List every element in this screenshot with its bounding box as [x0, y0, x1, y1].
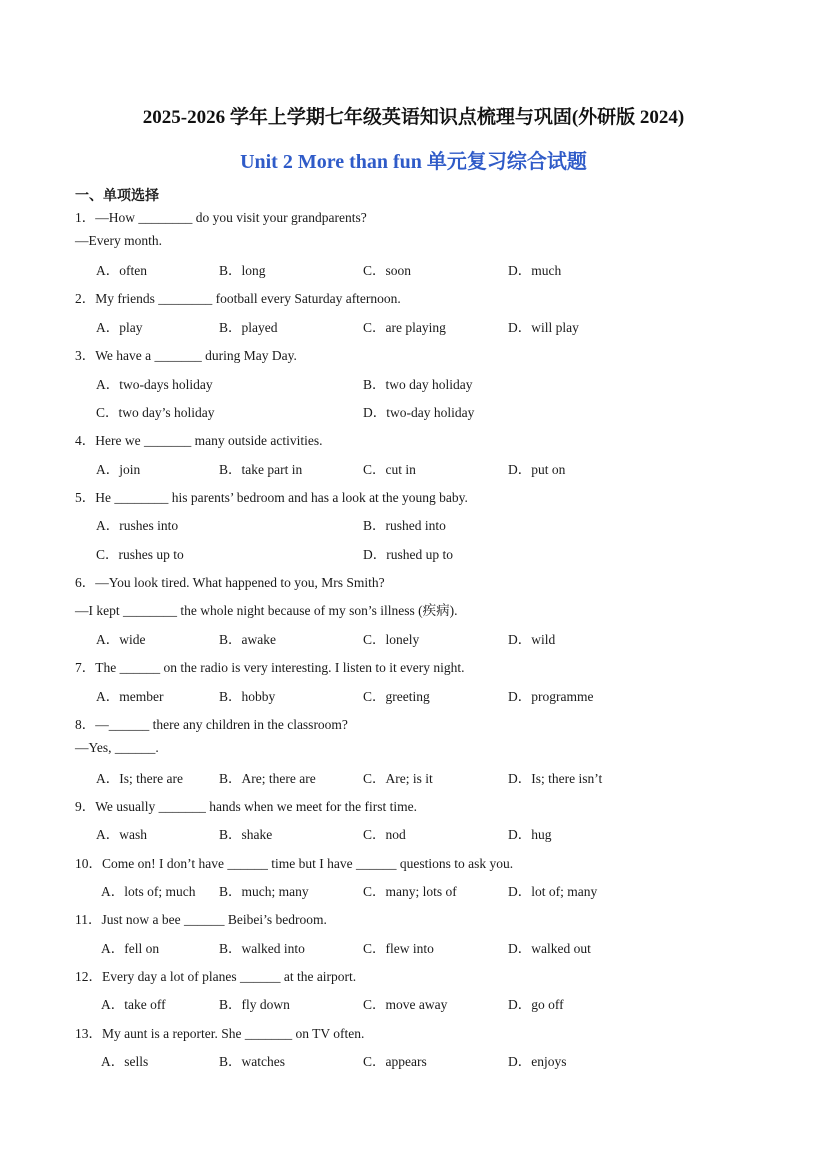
answer-option-a: A．two-days holiday [96, 377, 213, 392]
answer-option-b: B．walked into [219, 941, 305, 956]
answer-option-c: C．two day’s holiday [96, 405, 215, 420]
answer-option-b: B．played [219, 320, 278, 335]
question-stem: 9．We usually _______ hands when we meet for the first time. [75, 799, 417, 814]
answer-option-a: A．take off [101, 997, 166, 1012]
question-stem: 8．—______ there any children in the classroom? [75, 717, 348, 732]
answer-option-c: C．many; lots of [363, 884, 457, 899]
answer-option-c: C．appears [363, 1054, 427, 1069]
answer-option-b: B．watches [219, 1054, 285, 1069]
answer-option-d: D．lot of; many [508, 884, 598, 899]
answer-option-c: C．move away [363, 997, 448, 1012]
question-stem: 10．Come on! I don’t have ______ time but I have ______ questions to ask you. [75, 856, 514, 871]
answer-option-b: B．much; many [219, 884, 309, 899]
question-stem: 1．—How ________ do you visit your grandparents? [75, 210, 367, 225]
answer-option-c: C．are playing [363, 320, 446, 335]
question-dialogue-line: —I kept ________ the whole night because of my son’s illness (疾病). [75, 603, 458, 618]
answer-option-c: C．nod [363, 827, 406, 842]
answer-option-a: A．play [96, 320, 143, 335]
answer-option-a: A．member [96, 689, 164, 704]
question-stem: 4．Here we _______ many outside activities. [75, 433, 323, 448]
question-dialogue-line: —Every month. [75, 233, 162, 248]
answer-option-a: A．often [96, 263, 147, 278]
answer-option-a: A．rushes into [96, 518, 179, 533]
answer-option-d: D．will play [508, 320, 579, 335]
answer-option-a: A．Is; there are [96, 771, 183, 786]
answer-option-b: B．two day holiday [363, 377, 473, 392]
answer-option-d: D．programme [508, 689, 594, 704]
answer-option-d: D．go off [508, 997, 564, 1012]
answer-option-c: C．rushes up to [96, 547, 184, 562]
question-stem: 2．My friends ________ football every Saturday afternoon. [75, 291, 401, 306]
answer-option-b: B．rushed into [363, 518, 446, 533]
question-stem: 11．Just now a bee ______ Beibei’s bedroom. [75, 912, 327, 927]
answer-option-c: C．Are; is it [363, 771, 433, 786]
unit-subtitle: Unit 2 More than fun 单元复习综合试题 [240, 151, 587, 173]
answer-option-d: D．rushed up to [363, 547, 453, 562]
answer-option-d: D．enjoys [508, 1054, 567, 1069]
answer-option-c: C．lonely [363, 632, 420, 647]
answer-option-b: B．awake [219, 632, 276, 647]
question-stem: 12．Every day a lot of planes ______ at the airport. [75, 969, 357, 984]
answer-option-a: A．lots of; much [101, 884, 196, 899]
answer-option-b: B．fly down [219, 997, 290, 1012]
answer-option-a: A．wash [96, 827, 147, 842]
question-stem: 7．The ______ on the radio is very interesting. I listen to it every night. [75, 660, 465, 675]
question-stem: 5．He ________ his parents’ bedroom and has a look at the young baby. [75, 490, 468, 505]
answer-option-a: A．sells [101, 1054, 149, 1069]
question-dialogue-line: —Yes, ______. [75, 740, 159, 755]
question-stem: 3．We have a _______ during May Day. [75, 348, 297, 363]
answer-option-b: B．take part in [219, 462, 303, 477]
answer-option-d: D．wild [508, 632, 556, 647]
question-stem: 13．My aunt is a reporter. She _______ on TV often. [75, 1026, 365, 1041]
answer-option-d: D．put on [508, 462, 566, 477]
answer-option-c: C．cut in [363, 462, 416, 477]
answer-option-a: A．fell on [101, 941, 160, 956]
answer-option-d: D．much [508, 263, 562, 278]
answer-option-c: C．soon [363, 263, 412, 278]
answer-option-b: B．shake [219, 827, 273, 842]
answer-option-a: A．wide [96, 632, 146, 647]
answer-option-b: B．hobby [219, 689, 276, 704]
document-title: 2025-2026 学年上学期七年级英语知识点梳理与巩固(外研版 2024) [142, 107, 685, 128]
answer-option-a: A．join [96, 462, 141, 477]
answer-option-d: D．two-day holiday [363, 405, 475, 420]
answer-option-d: D．hug [508, 827, 552, 842]
answer-option-c: C．flew into [363, 941, 434, 956]
section-heading: 一、单项选择 [75, 189, 159, 204]
question-stem: 6．—You look tired. What happened to you, Mrs Smith? [75, 575, 385, 590]
answer-option-d: D．Is; there isn’t [508, 771, 603, 786]
answer-option-b: B．long [219, 263, 266, 278]
answer-option-c: C．greeting [363, 689, 430, 704]
answer-option-d: D．walked out [508, 941, 591, 956]
answer-option-b: B．Are; there are [219, 771, 316, 786]
